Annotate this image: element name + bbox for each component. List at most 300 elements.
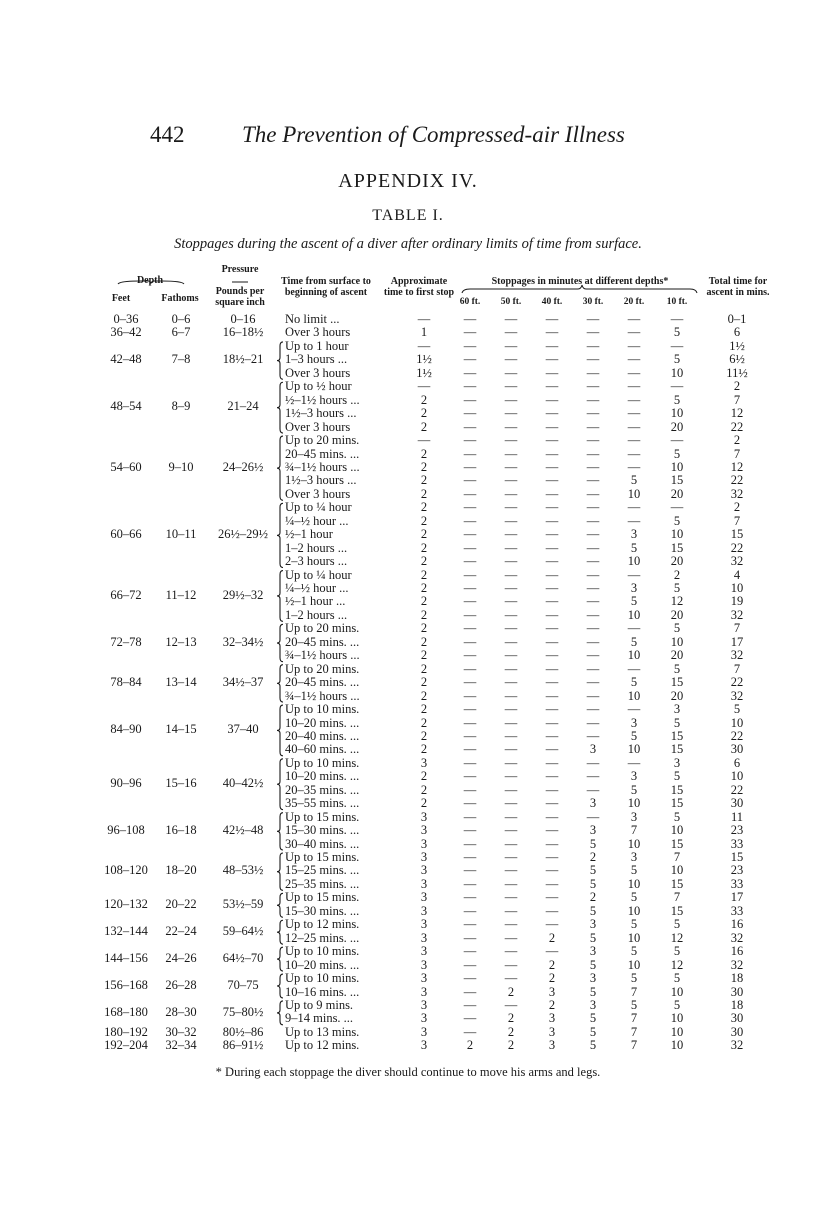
stoppage-value: 3 bbox=[548, 1024, 556, 1039]
total-ascent-time: 23 bbox=[730, 823, 744, 838]
total-ascent-time: 30 bbox=[730, 1024, 744, 1039]
stoppage-value: — bbox=[463, 796, 477, 811]
total-ascent-time: 12 bbox=[730, 406, 744, 421]
stoppage-value: — bbox=[586, 809, 600, 824]
approx-first-stop: 3 bbox=[420, 755, 428, 770]
stoppage-value: 3 bbox=[630, 581, 638, 595]
stoppage-value: — bbox=[463, 459, 477, 474]
stoppage-value: 20 bbox=[670, 688, 684, 703]
footnote: * During each stoppage the diver should continue to move his arms and legs. bbox=[215, 1065, 601, 1079]
stoppage-value: — bbox=[463, 863, 477, 878]
stoppage-value: — bbox=[504, 634, 518, 649]
time-from-surface: ¾–1½ hours ... bbox=[285, 459, 360, 474]
pressure-psi: 24–26½ bbox=[222, 459, 264, 474]
stoppage-value: — bbox=[545, 742, 559, 757]
stoppage-value: — bbox=[504, 567, 518, 582]
stoppage-value: — bbox=[545, 607, 559, 622]
stoppage-value: — bbox=[463, 997, 477, 1012]
approx-first-stop: 3 bbox=[420, 1038, 428, 1053]
stoppage-value: — bbox=[586, 486, 600, 501]
time-from-surface: Up to ¼ hour bbox=[285, 500, 352, 515]
stoppage-value: — bbox=[504, 379, 518, 394]
total-ascent-time: 7 bbox=[733, 392, 741, 407]
stoppage-value: — bbox=[504, 769, 518, 784]
header-feet: Feet bbox=[111, 293, 131, 304]
stoppage-value: 10 bbox=[627, 903, 641, 918]
stoppage-value: — bbox=[504, 312, 518, 326]
stoppage-value: — bbox=[627, 621, 641, 636]
total-ascent-time: 10 bbox=[730, 581, 744, 595]
stoppage-value: 10 bbox=[670, 823, 684, 838]
time-from-surface: 10–16 mins. ... bbox=[285, 984, 360, 999]
stoppage-value: — bbox=[627, 513, 641, 528]
time-from-surface: ½–1½ hours ... bbox=[285, 392, 360, 407]
group-brace bbox=[277, 503, 283, 567]
depth-col-header: 40 ft. bbox=[541, 297, 563, 307]
stoppage-value: 5 bbox=[630, 540, 638, 555]
stoppage-value: 20 bbox=[670, 419, 684, 434]
stoppage-value: — bbox=[463, 850, 477, 864]
stoppage-value: — bbox=[545, 567, 559, 582]
stoppage-value: — bbox=[627, 312, 641, 326]
stoppage-value: 5 bbox=[630, 997, 638, 1012]
stoppage-value: — bbox=[545, 809, 559, 824]
total-ascent-time: 6 bbox=[733, 755, 741, 770]
pressure-psi: 64½–70 bbox=[222, 950, 264, 965]
depth-feet: 96–108 bbox=[107, 823, 145, 838]
stoppage-value: 5 bbox=[673, 661, 681, 676]
time-from-surface: 1½–3 hours ... bbox=[285, 473, 357, 488]
depth-feet: 108–120 bbox=[104, 863, 148, 878]
stoppage-value: — bbox=[463, 782, 477, 797]
group-brace bbox=[277, 920, 283, 944]
stoppage-value: 5 bbox=[630, 473, 638, 488]
stoppage-value: — bbox=[627, 755, 641, 770]
stoppage-value: — bbox=[627, 419, 641, 434]
time-from-surface: 15–30 mins. ... bbox=[285, 903, 360, 918]
group-brace bbox=[277, 624, 283, 661]
approx-first-stop: 2 bbox=[420, 715, 428, 730]
stoppage-value: — bbox=[627, 702, 641, 717]
stoppage-value: 10 bbox=[670, 984, 684, 999]
stoppage-value: 5 bbox=[589, 930, 597, 945]
stoppage-value: 15 bbox=[670, 540, 684, 555]
stoppage-value: — bbox=[545, 594, 559, 609]
stoppage-value: — bbox=[586, 527, 600, 542]
page-number: 442 bbox=[150, 122, 185, 147]
stoppage-value: — bbox=[627, 338, 641, 353]
stoppage-value: — bbox=[463, 728, 477, 743]
approx-first-stop: 3 bbox=[420, 890, 428, 905]
stoppage-value: — bbox=[586, 446, 600, 461]
stoppage-value: 15 bbox=[670, 675, 684, 690]
stoppage-value: 5 bbox=[673, 715, 681, 730]
pressure-psi: 16–18½ bbox=[222, 325, 264, 340]
stoppage-value: — bbox=[545, 917, 559, 932]
stoppage-value: — bbox=[463, 702, 477, 717]
stoppage-value: — bbox=[586, 621, 600, 636]
stoppage-value: — bbox=[586, 513, 600, 528]
time-from-surface: ¼–½ hour ... bbox=[285, 513, 349, 528]
depth-fathoms: 6–7 bbox=[171, 325, 191, 340]
approx-first-stop: 3 bbox=[420, 823, 428, 838]
stoppage-value: — bbox=[463, 392, 477, 407]
total-ascent-time: 33 bbox=[730, 876, 744, 891]
pressure-psi: 75–80½ bbox=[222, 1004, 264, 1019]
stoppage-value: — bbox=[586, 419, 600, 434]
stoppage-value: 2 bbox=[507, 1011, 515, 1026]
stoppage-value: 3 bbox=[630, 850, 638, 864]
stoppage-value: 5 bbox=[589, 836, 597, 851]
total-ascent-time: 6½ bbox=[729, 352, 745, 367]
approx-first-stop: 2 bbox=[420, 406, 428, 421]
depth-feet: 60–66 bbox=[110, 527, 142, 542]
total-ascent-time: 32 bbox=[730, 957, 744, 972]
approx-first-stop: 2 bbox=[420, 392, 428, 407]
depth-col-header: 30 ft. bbox=[582, 297, 604, 307]
total-ascent-time: 30 bbox=[730, 796, 744, 811]
stoppage-value: — bbox=[586, 392, 600, 407]
stoppage-value: 2 bbox=[548, 997, 556, 1012]
stoppage-value: — bbox=[586, 634, 600, 649]
stoppage-value: — bbox=[504, 648, 518, 663]
stoppage-value: 3 bbox=[589, 917, 597, 932]
stoppage-value: 10 bbox=[670, 527, 684, 542]
stoppage-value: — bbox=[586, 581, 600, 595]
running-title: The Prevention of Compressed-air Illness bbox=[242, 122, 625, 147]
stoppage-value: — bbox=[504, 702, 518, 717]
stoppage-value: — bbox=[504, 728, 518, 743]
time-from-surface: Up to 13 mins. bbox=[285, 1024, 360, 1039]
stoppage-value: — bbox=[545, 850, 559, 864]
stoppage-value: — bbox=[463, 433, 477, 448]
stoppage-value: — bbox=[504, 823, 518, 838]
stoppage-value: 5 bbox=[673, 392, 681, 407]
time-from-surface: Up to 12 mins. bbox=[285, 917, 360, 932]
stoppage-value: — bbox=[463, 500, 477, 515]
depth-fathoms: 10–11 bbox=[165, 527, 197, 542]
time-from-surface: 1–2 hours ... bbox=[285, 540, 348, 555]
stoppage-value: 15 bbox=[670, 728, 684, 743]
stoppage-value: — bbox=[504, 446, 518, 461]
time-from-surface: Up to 20 mins. bbox=[285, 433, 360, 448]
stoppage-value: — bbox=[545, 500, 559, 515]
total-ascent-time: 32 bbox=[730, 607, 744, 622]
stoppage-value: — bbox=[463, 406, 477, 421]
stoppage-value: 10 bbox=[627, 554, 641, 569]
stoppage-value: 7 bbox=[630, 984, 638, 999]
approx-first-stop: — bbox=[417, 312, 431, 326]
stoppage-value: — bbox=[504, 540, 518, 555]
stoppage-value: — bbox=[504, 836, 518, 851]
depth-fathoms: 0–6 bbox=[171, 312, 191, 326]
approx-first-stop: 3 bbox=[420, 863, 428, 878]
stoppage-value: — bbox=[463, 1011, 477, 1026]
stoppage-value: 5 bbox=[589, 876, 597, 891]
approx-first-stop: 2 bbox=[420, 446, 428, 461]
depth-fathoms: 9–10 bbox=[168, 459, 194, 474]
total-ascent-time: 30 bbox=[730, 1011, 744, 1026]
stoppage-value: 15 bbox=[670, 473, 684, 488]
header-approx-time: Approximate time to first stop bbox=[383, 276, 455, 298]
stoppage-value: — bbox=[504, 715, 518, 730]
total-ascent-time: 22 bbox=[730, 728, 744, 743]
total-ascent-time: 7 bbox=[733, 513, 741, 528]
time-from-surface: Up to ½ hour bbox=[285, 379, 352, 394]
stoppage-value: — bbox=[463, 1024, 477, 1039]
stoppage-value: — bbox=[463, 594, 477, 609]
total-ascent-time: 2 bbox=[733, 433, 741, 448]
total-ascent-time: 17 bbox=[730, 634, 744, 649]
stoppage-value: 5 bbox=[673, 581, 681, 595]
time-from-surface: 15–25 mins. ... bbox=[285, 863, 360, 878]
total-ascent-time: 17 bbox=[730, 890, 744, 905]
stoppage-value: 2 bbox=[507, 984, 515, 999]
depth-feet: 42–48 bbox=[110, 352, 142, 367]
stoppage-value: 7 bbox=[673, 890, 681, 905]
group-brace bbox=[277, 705, 283, 756]
approx-first-stop: 2 bbox=[420, 473, 428, 488]
stoppage-value: — bbox=[670, 500, 684, 515]
stoppage-value: 12 bbox=[670, 957, 684, 972]
stoppage-value: — bbox=[463, 971, 477, 986]
group-brace bbox=[277, 665, 283, 702]
stoppage-value: — bbox=[545, 365, 559, 380]
stoppage-value: 5 bbox=[673, 769, 681, 784]
stoppage-value: — bbox=[627, 352, 641, 367]
pressure-psi: 53½–59 bbox=[222, 897, 264, 912]
pressure-psi: 40–42½ bbox=[222, 776, 264, 791]
stoppage-value: — bbox=[545, 661, 559, 676]
stoppage-value: 10 bbox=[670, 1024, 684, 1039]
stoppage-value: — bbox=[545, 540, 559, 555]
time-from-surface: Up to 10 mins. bbox=[285, 755, 360, 770]
header-pressure-sub: Pounds per square inch bbox=[215, 286, 265, 308]
stoppage-value: 15 bbox=[670, 742, 684, 757]
total-ascent-time: 32 bbox=[730, 554, 744, 569]
stoppage-value: — bbox=[545, 688, 559, 703]
stoppage-value: — bbox=[545, 876, 559, 891]
stoppage-value: — bbox=[627, 433, 641, 448]
stoppage-value: 5 bbox=[630, 971, 638, 986]
stoppage-value: 3 bbox=[630, 715, 638, 730]
stoppage-value: 5 bbox=[630, 675, 638, 690]
stoppage-value: 10 bbox=[627, 836, 641, 851]
stoppage-value: — bbox=[504, 352, 518, 367]
stoppage-value: 7 bbox=[630, 1011, 638, 1026]
stoppage-value: 3 bbox=[589, 971, 597, 986]
stoppage-value: — bbox=[463, 513, 477, 528]
stoppage-value: — bbox=[586, 540, 600, 555]
depth-feet: 84–90 bbox=[110, 722, 142, 737]
depth-fathoms: 16–18 bbox=[165, 823, 197, 838]
pressure-psi: 42½–48 bbox=[222, 823, 264, 838]
stoppage-value: — bbox=[463, 527, 477, 542]
stoppage-value: — bbox=[586, 379, 600, 394]
group-brace bbox=[277, 382, 283, 433]
pressure-psi: 18½–21 bbox=[222, 352, 264, 367]
table-caption: Stoppages during the ascent of a diver after ordinary limits of time from surface. bbox=[174, 236, 642, 252]
stoppage-value: — bbox=[504, 675, 518, 690]
approx-first-stop: 2 bbox=[420, 567, 428, 582]
group-brace bbox=[277, 759, 283, 810]
stoppage-value: — bbox=[463, 661, 477, 676]
stoppage-value: 5 bbox=[630, 594, 638, 609]
depth-feet: 120–132 bbox=[104, 897, 148, 912]
stoppage-value: 2 bbox=[548, 971, 556, 986]
stoppage-value: — bbox=[545, 823, 559, 838]
stoppage-value: — bbox=[463, 917, 477, 932]
stoppage-value: 5 bbox=[630, 890, 638, 905]
stoppage-value: — bbox=[545, 728, 559, 743]
time-from-surface: 35–55 mins. ... bbox=[285, 796, 360, 811]
stoppage-value: — bbox=[463, 554, 477, 569]
stoppage-value: 10 bbox=[627, 486, 641, 501]
stoppage-value: 20 bbox=[670, 607, 684, 622]
stoppage-value: — bbox=[504, 944, 518, 959]
time-from-surface: 10–20 mins. ... bbox=[285, 715, 360, 730]
stoppage-value: — bbox=[545, 473, 559, 488]
depth-col-header: 10 ft. bbox=[666, 297, 688, 307]
header-fathoms: Fathoms bbox=[161, 293, 199, 304]
stoppage-value: 10 bbox=[627, 876, 641, 891]
stoppage-value: 15 bbox=[670, 836, 684, 851]
header-pressure: Pressure bbox=[221, 264, 259, 275]
stoppage-value: 5 bbox=[630, 917, 638, 932]
stoppage-value: — bbox=[504, 433, 518, 448]
stoppage-value: 5 bbox=[673, 917, 681, 932]
total-ascent-time: 11½ bbox=[726, 365, 748, 380]
stoppage-value: — bbox=[586, 769, 600, 784]
total-ascent-time: 32 bbox=[730, 1038, 744, 1053]
approx-first-stop: 2 bbox=[420, 607, 428, 622]
total-ascent-time: 1½ bbox=[729, 338, 745, 353]
approx-first-stop: 2 bbox=[420, 782, 428, 797]
group-brace bbox=[277, 947, 283, 971]
stoppage-value: — bbox=[504, 513, 518, 528]
group-brace bbox=[277, 853, 283, 890]
stoppage-value: — bbox=[586, 688, 600, 703]
stoppage-value: — bbox=[627, 325, 641, 340]
stoppage-value: — bbox=[463, 446, 477, 461]
stoppage-value: — bbox=[463, 365, 477, 380]
approx-first-stop: 2 bbox=[420, 486, 428, 501]
stoppage-value: — bbox=[586, 473, 600, 488]
total-ascent-time: 10 bbox=[730, 715, 744, 730]
stoppage-value: — bbox=[545, 527, 559, 542]
stoppage-value: 20 bbox=[670, 486, 684, 501]
stoppage-value: 5 bbox=[589, 903, 597, 918]
stoppage-value: 5 bbox=[673, 325, 681, 340]
stoppage-value: 20 bbox=[670, 648, 684, 663]
total-ascent-time: 15 bbox=[730, 527, 744, 542]
total-ascent-time: 7 bbox=[733, 446, 741, 461]
stoppage-value: — bbox=[504, 917, 518, 932]
stoppage-value: 5 bbox=[673, 809, 681, 824]
stoppage-value: 3 bbox=[548, 1011, 556, 1026]
time-from-surface: 20–45 mins. ... bbox=[285, 634, 360, 649]
depth-feet: 132–144 bbox=[104, 923, 148, 938]
stoppage-value: — bbox=[504, 486, 518, 501]
approx-first-stop: 1½ bbox=[416, 352, 432, 367]
stoppage-value: — bbox=[463, 984, 477, 999]
stoppage-value: — bbox=[504, 581, 518, 595]
stoppage-value: — bbox=[670, 338, 684, 353]
stoppage-value: — bbox=[504, 459, 518, 474]
depth-fathoms: 8–9 bbox=[171, 399, 191, 414]
total-ascent-time: 11 bbox=[730, 809, 744, 824]
stoppage-value: — bbox=[463, 473, 477, 488]
approx-first-stop: 2 bbox=[420, 540, 428, 555]
stoppage-value: — bbox=[504, 607, 518, 622]
stoppage-value: 5 bbox=[630, 634, 638, 649]
stoppage-value: — bbox=[627, 567, 641, 582]
stoppage-value: — bbox=[627, 379, 641, 394]
approx-first-stop: 2 bbox=[420, 675, 428, 690]
stoppage-value: 15 bbox=[670, 796, 684, 811]
pressure-psi: 34½–37 bbox=[222, 675, 264, 690]
group-brace bbox=[277, 974, 283, 998]
stoppage-value: — bbox=[504, 594, 518, 609]
depth-fathoms: 30–32 bbox=[165, 1024, 197, 1039]
stoppage-value: — bbox=[545, 836, 559, 851]
stoppage-value: — bbox=[545, 379, 559, 394]
time-from-surface: Up to 15 mins. bbox=[285, 809, 360, 824]
stoppage-value: — bbox=[463, 769, 477, 784]
approx-first-stop: 2 bbox=[420, 554, 428, 569]
pressure-psi: 0–16 bbox=[230, 312, 256, 326]
approx-first-stop: 2 bbox=[420, 742, 428, 757]
total-ascent-time: 16 bbox=[730, 917, 744, 932]
group-brace bbox=[277, 893, 283, 917]
stoppage-value: 12 bbox=[670, 930, 684, 945]
stoppage-value: 2 bbox=[589, 850, 597, 864]
stoppage-value: — bbox=[504, 796, 518, 811]
time-from-surface: ½–1 hour bbox=[285, 527, 333, 542]
depth-feet: 78–84 bbox=[110, 675, 142, 690]
stoppage-value: 7 bbox=[630, 823, 638, 838]
approx-first-stop: — bbox=[417, 338, 431, 353]
stoppage-value: 5 bbox=[673, 621, 681, 636]
approx-first-stop: 2 bbox=[420, 527, 428, 542]
stoppage-value: — bbox=[545, 446, 559, 461]
approx-first-stop: 2 bbox=[420, 769, 428, 784]
stoppage-value: — bbox=[463, 809, 477, 824]
stoppage-value: 3 bbox=[630, 527, 638, 542]
approx-first-stop: 3 bbox=[420, 876, 428, 891]
stoppage-value: — bbox=[463, 338, 477, 353]
stoppage-value: — bbox=[463, 486, 477, 501]
stoppage-value: — bbox=[586, 755, 600, 770]
total-ascent-time: 19 bbox=[730, 594, 744, 609]
stoppage-value: — bbox=[670, 312, 684, 326]
approx-first-stop: 2 bbox=[420, 621, 428, 636]
stoppage-value: — bbox=[586, 338, 600, 353]
time-from-surface: 1–3 hours ... bbox=[285, 352, 348, 367]
stoppage-value: 5 bbox=[673, 971, 681, 986]
stoppage-value: — bbox=[504, 850, 518, 864]
time-from-surface: Over 3 hours bbox=[285, 486, 351, 501]
approx-first-stop: 2 bbox=[420, 688, 428, 703]
stoppage-value: — bbox=[545, 513, 559, 528]
stoppage-value: — bbox=[504, 863, 518, 878]
stoppage-value: — bbox=[627, 392, 641, 407]
stoppage-value: — bbox=[504, 957, 518, 972]
stoppage-value: — bbox=[545, 715, 559, 730]
time-from-surface: 15–30 mins. ... bbox=[285, 823, 360, 838]
total-ascent-time: 2 bbox=[733, 500, 741, 515]
stoppage-value: 3 bbox=[630, 769, 638, 784]
